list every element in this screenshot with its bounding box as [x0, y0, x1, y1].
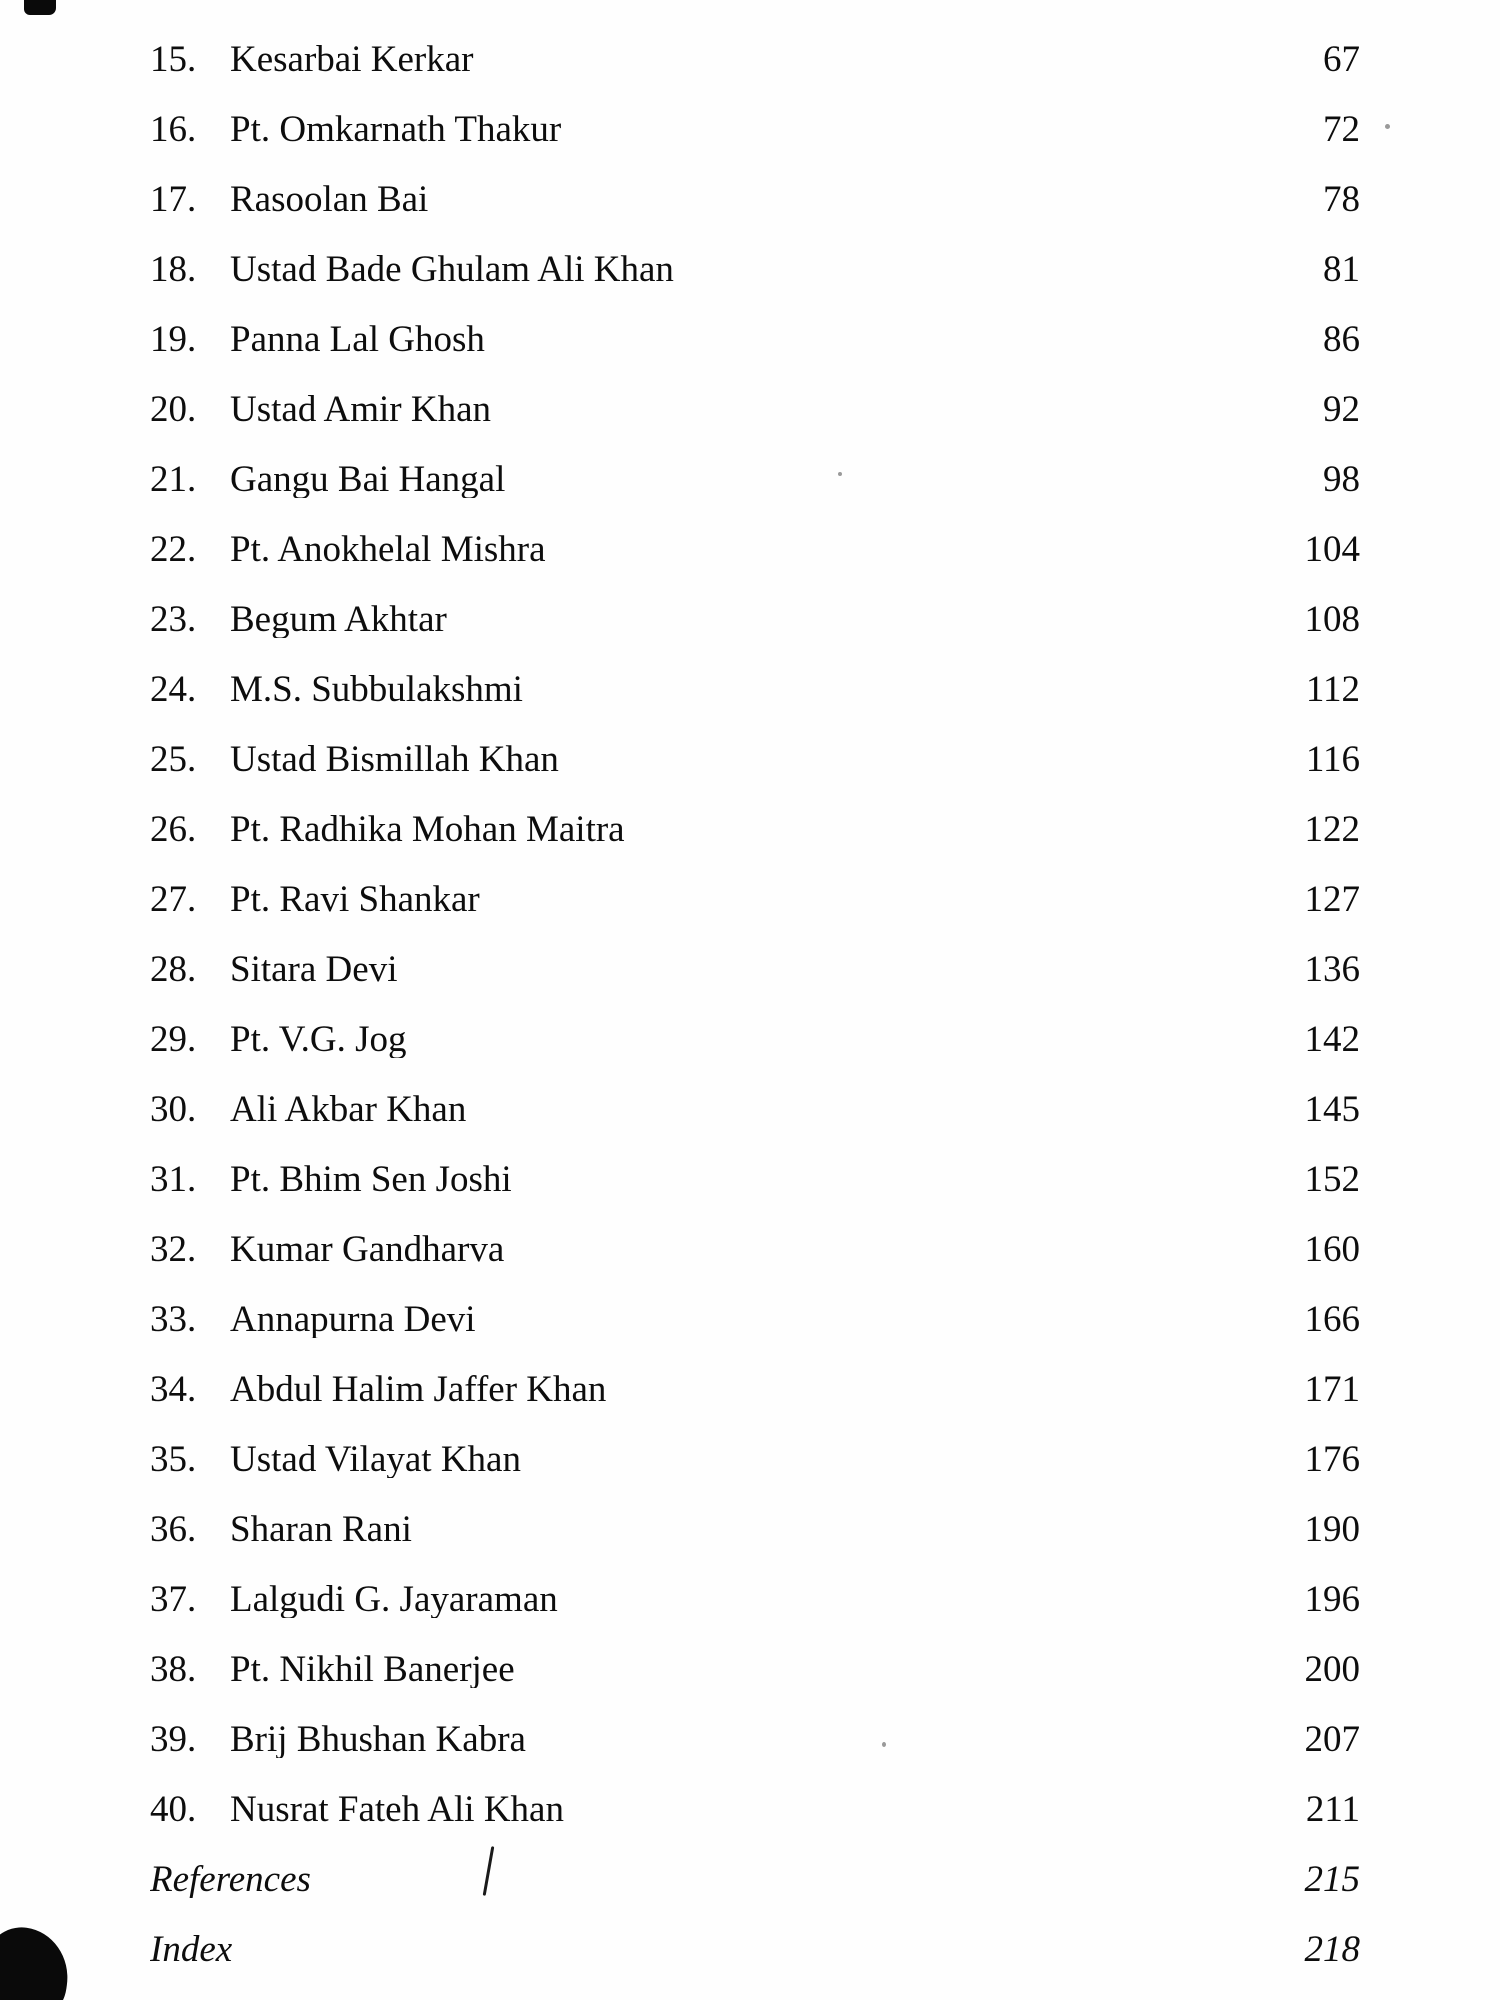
entry-title: Abdul Halim Jaffer Khan [230, 1370, 607, 1408]
entry-page-number: 136 [1304, 948, 1360, 990]
entry-page-number: 127 [1304, 878, 1360, 920]
toc-row [150, 1004, 1360, 1074]
entry-number: 17. [150, 178, 197, 220]
entry-title: Rasoolan Bai [230, 180, 429, 218]
entry-page-number: 200 [1304, 1648, 1360, 1690]
entry-number: 19. [150, 318, 197, 360]
entry-title: Sharan Rani [230, 1510, 412, 1548]
entry-title: Ali Akbar Khan [230, 1090, 467, 1128]
entry-number: 36. [150, 1508, 197, 1550]
toc-row [150, 1284, 1360, 1354]
entry-number: 32. [150, 1228, 197, 1270]
toc-row [150, 94, 1360, 164]
entry-number: 23. [150, 598, 197, 640]
entry-number: 27. [150, 878, 197, 920]
toc-row [150, 1494, 1360, 1564]
toc-footer-row [150, 1844, 1360, 1914]
entry-title: Annapurna Devi [230, 1300, 476, 1338]
entry-number: 18. [150, 248, 197, 290]
entry-page-number: 116 [1305, 738, 1360, 780]
entry-number: 24. [150, 668, 197, 710]
toc-row [150, 1074, 1360, 1144]
toc-row [150, 1354, 1360, 1424]
entry-page-number: 166 [1304, 1298, 1360, 1340]
toc-row [150, 1214, 1360, 1284]
scan-artifact-top-left [24, 0, 56, 15]
toc-row [150, 1774, 1360, 1844]
entry-title: Ustad Bismillah Khan [230, 740, 559, 778]
entry-number: 20. [150, 388, 197, 430]
entry-number: 26. [150, 808, 197, 850]
entry-title: Pt. Ravi Shankar [230, 880, 480, 918]
toc-row [150, 1634, 1360, 1704]
entry-title: Lalgudi G. Jayaraman [230, 1580, 558, 1618]
footer-entry-page-number: 215 [1304, 1858, 1360, 1900]
scan-speck [838, 472, 842, 476]
toc-row [150, 724, 1360, 794]
entry-title: Ustad Vilayat Khan [230, 1440, 521, 1478]
entry-title: M.S. Subbulakshmi [230, 670, 523, 708]
scan-artifact-bottom-left [0, 1922, 74, 2000]
entry-number: 25. [150, 738, 197, 780]
toc-row [150, 1564, 1360, 1634]
entry-page-number: 152 [1304, 1158, 1360, 1200]
entry-page-number: 112 [1305, 668, 1360, 710]
scan-speck [1385, 124, 1390, 129]
toc-row [150, 584, 1360, 654]
entry-page-number: 190 [1304, 1508, 1360, 1550]
toc-row [150, 934, 1360, 1004]
toc-row [150, 1704, 1360, 1774]
entry-page-number: 98 [1323, 458, 1360, 500]
entry-number: 35. [150, 1438, 197, 1480]
entry-page-number: 142 [1304, 1018, 1360, 1060]
entry-page-number: 122 [1304, 808, 1360, 850]
entry-title: Sitara Devi [230, 950, 398, 988]
entry-number: 31. [150, 1158, 197, 1200]
entry-page-number: 78 [1323, 178, 1360, 220]
entry-number: 22. [150, 528, 197, 570]
toc-row [150, 514, 1360, 584]
toc-row [150, 234, 1360, 304]
entry-title: Pt. Nikhil Banerjee [230, 1650, 515, 1688]
footer-entry-page-number: 218 [1304, 1928, 1360, 1970]
toc-row [150, 864, 1360, 934]
footer-entry-title: References [150, 1860, 311, 1898]
toc-row [150, 1424, 1360, 1494]
entry-title: Brij Bhushan Kabra [230, 1720, 526, 1758]
entry-page-number: 171 [1304, 1368, 1360, 1410]
entry-number: 33. [150, 1298, 197, 1340]
toc-row [150, 444, 1360, 514]
entry-page-number: 207 [1304, 1718, 1360, 1760]
entry-title: Pt. Radhika Mohan Maitra [230, 810, 625, 848]
entry-title: Kumar Gandharva [230, 1230, 505, 1268]
entry-page-number: 92 [1323, 388, 1360, 430]
entry-title: Ustad Amir Khan [230, 390, 492, 428]
entry-number: 38. [150, 1648, 197, 1690]
toc-row [150, 164, 1360, 234]
entry-number: 34. [150, 1368, 197, 1410]
entry-number: 37. [150, 1578, 197, 1620]
entry-title: Ustad Bade Ghulam Ali Khan [230, 250, 674, 288]
entry-page-number: 211 [1305, 1788, 1360, 1830]
toc-row [150, 1144, 1360, 1214]
entry-number: 29. [150, 1018, 197, 1060]
entry-number: 15. [150, 38, 197, 80]
toc-row [150, 794, 1360, 864]
entry-title: Pt. V.G. Jog [230, 1020, 407, 1058]
entry-title: Pt. Anokhelal Mishra [230, 530, 546, 568]
entry-page-number: 72 [1323, 108, 1360, 150]
entry-page-number: 176 [1304, 1438, 1360, 1480]
entry-page-number: 145 [1304, 1088, 1360, 1130]
entry-title: Kesarbai Kerkar [230, 40, 474, 78]
entry-page-number: 67 [1323, 38, 1360, 80]
entry-number: 39. [150, 1718, 197, 1760]
entry-title: Pt. Bhim Sen Joshi [230, 1160, 512, 1198]
entry-page-number: 160 [1304, 1228, 1360, 1270]
entry-title: Gangu Bai Hangal [230, 460, 506, 498]
toc-row [150, 24, 1360, 94]
entry-page-number: 81 [1323, 248, 1360, 290]
entry-title: Pt. Omkarnath Thakur [230, 110, 562, 148]
entry-page-number: 108 [1304, 598, 1360, 640]
entry-number: 16. [150, 108, 197, 150]
entry-number: 28. [150, 948, 197, 990]
entry-title: Panna Lal Ghosh [230, 320, 485, 358]
toc-row [150, 304, 1360, 374]
entry-page-number: 104 [1304, 528, 1360, 570]
scan-speck [882, 1742, 886, 1747]
entry-number: 30. [150, 1088, 197, 1130]
entry-page-number: 196 [1304, 1578, 1360, 1620]
entry-title: Begum Akhtar [230, 600, 447, 638]
toc-row [150, 654, 1360, 724]
entry-number: 21. [150, 458, 197, 500]
toc-list [150, 24, 1360, 1984]
entry-title: Nusrat Fateh Ali Khan [230, 1790, 564, 1828]
footer-entry-title: Index [150, 1930, 233, 1968]
toc-footer-row [150, 1914, 1360, 1984]
entry-number: 40. [150, 1788, 197, 1830]
toc-row [150, 374, 1360, 444]
entry-page-number: 86 [1323, 318, 1360, 360]
